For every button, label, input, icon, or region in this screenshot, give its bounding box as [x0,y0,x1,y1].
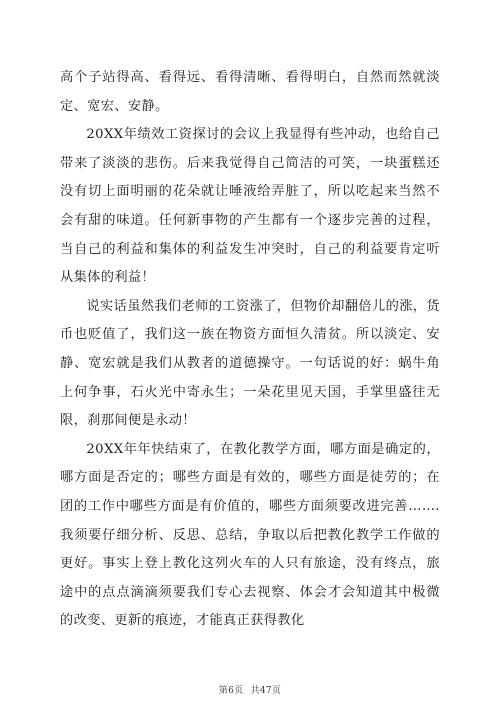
paragraph-continuation: 高个子站得高、看得远、看得清晰、看得明白，自然而然就淡定、宽宏、安静。 [60,70,440,114]
paragraph: 说实话虽然我们老师的工资涨了，但物价却翻倍儿的涨，货币也贬值了，我们这一族在物资方面恒久清贫。所以淡定、安静、宽宏就是我们从教者的道德操守。一句话说的好：蜗牛角上何争事，石火光中寄永生；一朵花里见天国，手掌里盛往无限，刹那间便是永动！ [60,298,440,429]
page-total: 共47页 [250,686,282,696]
document-body [60,64,440,636]
page-footer [0,683,500,696]
page-number: 第6页 [218,686,244,696]
paragraph: 20XX年绩效工资探讨的会议上我显得有些冲动，也给自己带来了淡淡的悲伤。后来我觉得自己简洁的可笑，一块蛋糕还没有切上面明丽的花朵就让唾液给弄脏了，所以吃起来当然不会有甜的味道。任何新事物的产生都有一个逐步完善的过程，当自己的利益和集体的利益发生冲突时，自己的利益要肯定听从集体的利益！ [60,127,440,286]
paragraph: 20XX年年快结束了，在教化教学方面，哪方面是确定的，哪方面是否定的；哪些方面是有效的，哪些方面是徒劳的；在团的工作中哪些方面是有价值的，哪些方面须要改进完善…….我须要仔细分析、反思、总结，争取以后把教化教学工作做的更好。事实上登上教化这列火车的人只有旅途，没有终点，旅途中的点点滴滴须要我们专心去视察、体会才会知道其中极微的改变、更新的痕迹，才能真正获得教化 [60,441,440,629]
